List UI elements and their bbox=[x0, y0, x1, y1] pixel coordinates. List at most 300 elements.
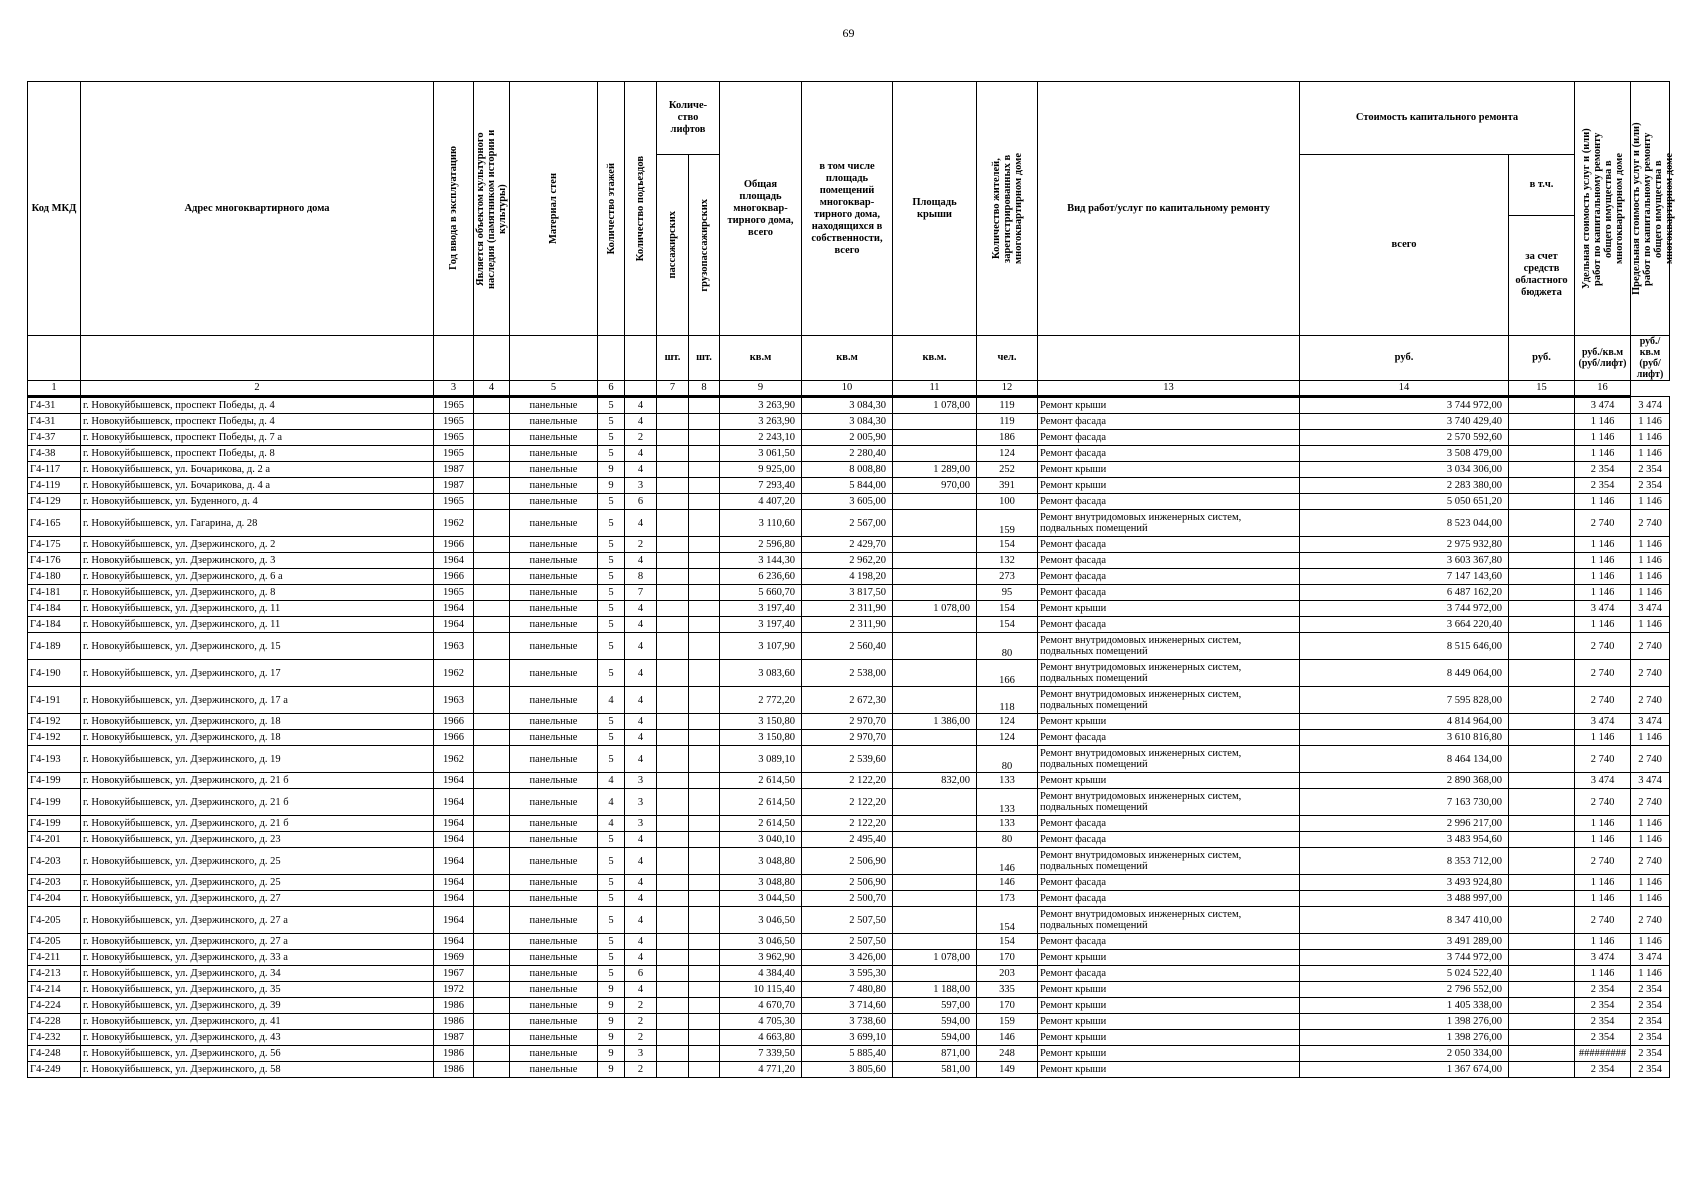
cell-cost-regional bbox=[1509, 746, 1575, 773]
cell-residents: 149 bbox=[977, 1062, 1038, 1078]
cell-unit-cost: 3 474 bbox=[1575, 773, 1631, 789]
cell-lifts-cargo bbox=[689, 430, 720, 446]
cell-work: Ремонт фасада bbox=[1038, 966, 1300, 982]
cell-entrances: 4 bbox=[625, 982, 657, 998]
cell-owned-area: 2 122,20 bbox=[802, 773, 893, 789]
cell-cost-regional bbox=[1509, 510, 1575, 537]
cell-lifts-pass bbox=[657, 907, 689, 934]
cell-code: Г4-180 bbox=[28, 569, 81, 585]
cell-cost-total: 8 353 712,00 bbox=[1300, 848, 1509, 875]
cell-year: 1965 bbox=[434, 414, 474, 430]
cell-unit-cost: ######### bbox=[1575, 1046, 1631, 1062]
cell-total-area: 7 293,40 bbox=[720, 478, 802, 494]
cell-roof-area bbox=[893, 848, 977, 875]
cell-floors: 4 bbox=[598, 687, 625, 714]
cell-residents: 119 bbox=[977, 397, 1038, 414]
cell-wall: панельные bbox=[510, 397, 598, 414]
cell-work: Ремонт крыши bbox=[1038, 601, 1300, 617]
cell-residents: 173 bbox=[977, 891, 1038, 907]
cell-wall: панельные bbox=[510, 660, 598, 687]
cell-roof-area: 594,00 bbox=[893, 1030, 977, 1046]
cell-heritage bbox=[474, 494, 510, 510]
column-number: 15 bbox=[1509, 381, 1575, 397]
cell-heritage bbox=[474, 537, 510, 553]
cell-heritage bbox=[474, 1046, 510, 1062]
cell-residents: 133 bbox=[977, 816, 1038, 832]
cell-work: Ремонт крыши bbox=[1038, 714, 1300, 730]
column-number: 6 bbox=[598, 381, 625, 397]
cell-heritage bbox=[474, 773, 510, 789]
cell-limit-cost: 2 354 bbox=[1631, 462, 1670, 478]
cell-cost-total: 3 488 997,00 bbox=[1300, 891, 1509, 907]
cell-entrances: 4 bbox=[625, 875, 657, 891]
cell-unit-cost: 2 740 bbox=[1575, 687, 1631, 714]
cell-residents: 154 bbox=[977, 601, 1038, 617]
cell-lifts-cargo bbox=[689, 446, 720, 462]
cell-limit-cost: 1 146 bbox=[1631, 730, 1670, 746]
cell-year: 1965 bbox=[434, 494, 474, 510]
table-row bbox=[28, 832, 1670, 848]
cell-year: 1964 bbox=[434, 553, 474, 569]
cell-heritage bbox=[474, 1014, 510, 1030]
cell-entrances: 4 bbox=[625, 687, 657, 714]
cell-residents: 154 bbox=[977, 617, 1038, 633]
cell-year: 1962 bbox=[434, 746, 474, 773]
cell-heritage bbox=[474, 998, 510, 1014]
cell-entrances: 3 bbox=[625, 816, 657, 832]
cell-lifts-cargo bbox=[689, 832, 720, 848]
cell-cost-regional bbox=[1509, 687, 1575, 714]
cell-lifts-pass bbox=[657, 789, 689, 816]
cell-wall: панельные bbox=[510, 773, 598, 789]
cell-cost-total: 5 024 522,40 bbox=[1300, 966, 1509, 982]
cell-cost-regional bbox=[1509, 966, 1575, 982]
cell-lifts-pass bbox=[657, 430, 689, 446]
cell-unit-cost: 1 146 bbox=[1575, 966, 1631, 982]
cell-unit-cost: 1 146 bbox=[1575, 494, 1631, 510]
cell-total-area: 3 150,80 bbox=[720, 730, 802, 746]
cell-limit-cost: 2 740 bbox=[1631, 848, 1670, 875]
cell-wall: панельные bbox=[510, 687, 598, 714]
cell-floors: 5 bbox=[598, 950, 625, 966]
cell-owned-area: 2 005,90 bbox=[802, 430, 893, 446]
cell-owned-area: 5 844,00 bbox=[802, 478, 893, 494]
cell-year: 1966 bbox=[434, 730, 474, 746]
cell-cost-total: 2 975 932,80 bbox=[1300, 537, 1509, 553]
cell-work: Ремонт крыши bbox=[1038, 1014, 1300, 1030]
header-year: Год ввода в эксплуатацию bbox=[434, 82, 474, 336]
cell-unit-cost: 2 740 bbox=[1575, 660, 1631, 687]
cell-floors: 9 bbox=[598, 998, 625, 1014]
cell-residents: 146 bbox=[977, 1030, 1038, 1046]
cell-lifts-cargo bbox=[689, 950, 720, 966]
cell-limit-cost: 1 146 bbox=[1631, 966, 1670, 982]
cell-wall: панельные bbox=[510, 746, 598, 773]
cell-owned-area: 3 714,60 bbox=[802, 998, 893, 1014]
table-row bbox=[28, 966, 1670, 982]
cell-entrances: 2 bbox=[625, 998, 657, 1014]
column-number: 2 bbox=[81, 381, 434, 397]
cell-cost-total: 7 147 143,60 bbox=[1300, 569, 1509, 585]
cell-code: Г4-199 bbox=[28, 789, 81, 816]
cell-heritage bbox=[474, 633, 510, 660]
cell-code: Г4-224 bbox=[28, 998, 81, 1014]
cell-entrances: 8 bbox=[625, 569, 657, 585]
column-number: 3 bbox=[434, 381, 474, 397]
cell-total-area: 3 150,80 bbox=[720, 714, 802, 730]
cell-limit-cost: 1 146 bbox=[1631, 569, 1670, 585]
cell-limit-cost: 1 146 bbox=[1631, 446, 1670, 462]
cell-floors: 9 bbox=[598, 1046, 625, 1062]
cell-cost-regional bbox=[1509, 773, 1575, 789]
cell-address: г. Новокуйбышевск, ул. Дзержинского, д. 11 bbox=[81, 601, 434, 617]
cell-address: г. Новокуйбышевск, проспект Победы, д. 7 а bbox=[81, 430, 434, 446]
table-row bbox=[28, 601, 1670, 617]
cell-heritage bbox=[474, 891, 510, 907]
cell-total-area: 3 048,80 bbox=[720, 848, 802, 875]
cell-work: Ремонт крыши bbox=[1038, 397, 1300, 414]
cell-year: 1964 bbox=[434, 848, 474, 875]
cell-lifts-pass bbox=[657, 934, 689, 950]
cell-code: Г4-176 bbox=[28, 553, 81, 569]
cell-code: Г4-248 bbox=[28, 1046, 81, 1062]
cell-heritage bbox=[474, 478, 510, 494]
cell-residents: 133 bbox=[977, 789, 1038, 816]
cell-lifts-pass bbox=[657, 494, 689, 510]
cell-address: г. Новокуйбышевск, ул. Дзержинского, д. 21 б bbox=[81, 816, 434, 832]
cell-cost-regional bbox=[1509, 1046, 1575, 1062]
cell-owned-area: 2 495,40 bbox=[802, 832, 893, 848]
cell-heritage bbox=[474, 950, 510, 966]
cell-code: Г4-205 bbox=[28, 907, 81, 934]
cell-limit-cost: 1 146 bbox=[1631, 934, 1670, 950]
cell-code: Г4-203 bbox=[28, 875, 81, 891]
cell-lifts-cargo bbox=[689, 1046, 720, 1062]
cell-cost-total: 8 464 134,00 bbox=[1300, 746, 1509, 773]
cell-year: 1986 bbox=[434, 1062, 474, 1078]
cell-cost-regional bbox=[1509, 414, 1575, 430]
cell-limit-cost: 2 354 bbox=[1631, 478, 1670, 494]
column-number: 9 bbox=[720, 381, 802, 397]
header-floors: Количество этажей bbox=[598, 82, 625, 336]
cell-roof-area: 1 188,00 bbox=[893, 982, 977, 998]
cell-work: Ремонт внутридомовых инженерных систем, подвальных помещений bbox=[1038, 848, 1300, 875]
cell-lifts-pass bbox=[657, 746, 689, 773]
cell-total-area: 2 614,50 bbox=[720, 816, 802, 832]
cell-lifts-pass bbox=[657, 816, 689, 832]
cell-cost-total: 4 814 964,00 bbox=[1300, 714, 1509, 730]
cell-residents: 170 bbox=[977, 998, 1038, 1014]
cell-limit-cost: 1 146 bbox=[1631, 875, 1670, 891]
table-row bbox=[28, 1030, 1670, 1046]
cell-wall: панельные bbox=[510, 875, 598, 891]
cell-wall: панельные bbox=[510, 966, 598, 982]
cell-heritage bbox=[474, 907, 510, 934]
cell-address: г. Новокуйбышевск, ул. Дзержинского, д. 25 bbox=[81, 848, 434, 875]
cell-wall: панельные bbox=[510, 1046, 598, 1062]
cell-owned-area: 3 426,00 bbox=[802, 950, 893, 966]
cell-wall: панельные bbox=[510, 789, 598, 816]
cell-lifts-cargo bbox=[689, 510, 720, 537]
cell-address: г. Новокуйбышевск, ул. Дзержинского, д. 15 bbox=[81, 633, 434, 660]
cell-wall: панельные bbox=[510, 601, 598, 617]
cell-cost-total: 1 367 674,00 bbox=[1300, 1062, 1509, 1078]
table-body bbox=[28, 397, 1670, 1078]
cell-cost-total: 3 744 972,00 bbox=[1300, 397, 1509, 414]
cell-code: Г4-228 bbox=[28, 1014, 81, 1030]
cell-code: Г4-205 bbox=[28, 934, 81, 950]
cell-address: г. Новокуйбышевск, ул. Дзержинского, д. 27 bbox=[81, 891, 434, 907]
cell-work: Ремонт внутридомовых инженерных систем, подвальных помещений bbox=[1038, 510, 1300, 537]
cell-heritage bbox=[474, 430, 510, 446]
cell-work: Ремонт внутридомовых инженерных систем, подвальных помещений bbox=[1038, 633, 1300, 660]
cell-unit-cost: 1 146 bbox=[1575, 730, 1631, 746]
cell-heritage bbox=[474, 730, 510, 746]
cell-unit-cost: 3 474 bbox=[1575, 397, 1631, 414]
cell-year: 1986 bbox=[434, 1014, 474, 1030]
cell-address: г. Новокуйбышевск, ул. Дзержинского, д. 8 bbox=[81, 585, 434, 601]
cell-floors: 5 bbox=[598, 446, 625, 462]
cell-roof-area bbox=[893, 633, 977, 660]
cell-entrances: 4 bbox=[625, 397, 657, 414]
cell-owned-area: 3 084,30 bbox=[802, 397, 893, 414]
unit-owned-area: кв.м bbox=[802, 336, 893, 381]
cell-roof-area bbox=[893, 789, 977, 816]
cell-owned-area: 3 738,60 bbox=[802, 1014, 893, 1030]
table-row bbox=[28, 934, 1670, 950]
cell-cost-regional bbox=[1509, 585, 1575, 601]
cell-unit-cost: 2 354 bbox=[1575, 1014, 1631, 1030]
cell-owned-area: 2 280,40 bbox=[802, 446, 893, 462]
cell-cost-regional bbox=[1509, 633, 1575, 660]
cell-limit-cost: 2 354 bbox=[1631, 1046, 1670, 1062]
cell-heritage bbox=[474, 553, 510, 569]
cell-total-area: 7 339,50 bbox=[720, 1046, 802, 1062]
cell-unit-cost: 1 146 bbox=[1575, 875, 1631, 891]
column-number: 11 bbox=[893, 381, 977, 397]
cell-year: 1964 bbox=[434, 875, 474, 891]
cell-cost-total: 3 483 954,60 bbox=[1300, 832, 1509, 848]
cell-limit-cost: 3 474 bbox=[1631, 773, 1670, 789]
cell-entrances: 4 bbox=[625, 446, 657, 462]
cell-entrances: 4 bbox=[625, 730, 657, 746]
cell-floors: 5 bbox=[598, 875, 625, 891]
table-row bbox=[28, 553, 1670, 569]
cell-residents: 248 bbox=[977, 1046, 1038, 1062]
cell-work: Ремонт крыши bbox=[1038, 982, 1300, 998]
cell-lifts-cargo bbox=[689, 789, 720, 816]
cell-heritage bbox=[474, 934, 510, 950]
cell-entrances: 4 bbox=[625, 832, 657, 848]
cell-roof-area bbox=[893, 430, 977, 446]
cell-wall: панельные bbox=[510, 816, 598, 832]
cell-unit-cost: 1 146 bbox=[1575, 537, 1631, 553]
cell-roof-area: 832,00 bbox=[893, 773, 977, 789]
cell-year: 1964 bbox=[434, 832, 474, 848]
cell-address: г. Новокуйбышевск, ул. Дзержинского, д. 21 б bbox=[81, 789, 434, 816]
cell-owned-area: 3 084,30 bbox=[802, 414, 893, 430]
table-row bbox=[28, 462, 1670, 478]
cell-code: Г4-184 bbox=[28, 601, 81, 617]
cell-heritage bbox=[474, 660, 510, 687]
cell-owned-area: 2 311,90 bbox=[802, 617, 893, 633]
header-heritage: Является объектом культурного наследия (памятником истории и культуры) bbox=[474, 82, 510, 336]
cell-code: Г4-181 bbox=[28, 585, 81, 601]
cell-cost-total: 3 493 924,80 bbox=[1300, 875, 1509, 891]
cell-floors: 5 bbox=[598, 601, 625, 617]
cell-lifts-cargo bbox=[689, 569, 720, 585]
cell-roof-area bbox=[893, 585, 977, 601]
cell-heritage bbox=[474, 848, 510, 875]
cell-residents: 146 bbox=[977, 875, 1038, 891]
cell-code: Г4-189 bbox=[28, 633, 81, 660]
cell-floors: 5 bbox=[598, 934, 625, 950]
cell-residents: 186 bbox=[977, 430, 1038, 446]
cell-roof-area bbox=[893, 569, 977, 585]
cell-lifts-cargo bbox=[689, 537, 720, 553]
cell-year: 1987 bbox=[434, 478, 474, 494]
cell-limit-cost: 1 146 bbox=[1631, 494, 1670, 510]
cell-work: Ремонт фасада bbox=[1038, 832, 1300, 848]
cell-limit-cost: 1 146 bbox=[1631, 430, 1670, 446]
cell-floors: 5 bbox=[598, 617, 625, 633]
table-header bbox=[28, 82, 1676, 397]
cell-year: 1986 bbox=[434, 998, 474, 1014]
column-number: 13 bbox=[1038, 381, 1300, 397]
cell-owned-area: 2 506,90 bbox=[802, 848, 893, 875]
cell-address: г. Новокуйбышевск, ул. Дзержинского, д. 35 bbox=[81, 982, 434, 998]
cell-work: Ремонт внутридомовых инженерных систем, подвальных помещений bbox=[1038, 907, 1300, 934]
cell-residents: 252 bbox=[977, 462, 1038, 478]
cell-entrances: 4 bbox=[625, 462, 657, 478]
cell-cost-regional bbox=[1509, 950, 1575, 966]
cell-cost-total: 3 744 972,00 bbox=[1300, 950, 1509, 966]
cell-total-area: 3 046,50 bbox=[720, 907, 802, 934]
cell-work: Ремонт фасада bbox=[1038, 537, 1300, 553]
cell-lifts-pass bbox=[657, 585, 689, 601]
cell-address: г. Новокуйбышевск, ул. Дзержинского, д. 39 bbox=[81, 998, 434, 1014]
cell-limit-cost: 2 740 bbox=[1631, 687, 1670, 714]
cell-floors: 5 bbox=[598, 832, 625, 848]
cell-roof-area bbox=[893, 414, 977, 430]
cell-wall: панельные bbox=[510, 430, 598, 446]
cell-work: Ремонт фасада bbox=[1038, 816, 1300, 832]
cell-entrances: 2 bbox=[625, 1014, 657, 1030]
header-cost-total: всего bbox=[1300, 155, 1509, 336]
cell-lifts-pass bbox=[657, 950, 689, 966]
cell-lifts-cargo bbox=[689, 617, 720, 633]
table-row bbox=[28, 430, 1670, 446]
cell-owned-area: 2 507,50 bbox=[802, 934, 893, 950]
header-unit-cost: Удельная стоимость услуг и (или) работ по капитальному ремонту общего имущества в многоквартирном доме bbox=[1575, 82, 1631, 336]
cell-roof-area bbox=[893, 907, 977, 934]
cell-entrances: 2 bbox=[625, 1030, 657, 1046]
cell-code: Г4-37 bbox=[28, 430, 81, 446]
header-residents: Количество жителей, зарегистрированных в многоквартирном доме bbox=[977, 82, 1038, 336]
cell-limit-cost: 3 474 bbox=[1631, 950, 1670, 966]
header-owned-area: в том числе площадь помещений многоквар-тирного дома, находящихся в собственности, всего bbox=[802, 82, 893, 336]
cell-unit-cost: 2 740 bbox=[1575, 789, 1631, 816]
table-row bbox=[28, 907, 1670, 934]
cell-roof-area: 581,00 bbox=[893, 1062, 977, 1078]
cell-work: Ремонт фасада bbox=[1038, 730, 1300, 746]
cell-floors: 9 bbox=[598, 462, 625, 478]
cell-entrances: 3 bbox=[625, 789, 657, 816]
cell-cost-regional bbox=[1509, 789, 1575, 816]
cell-limit-cost: 2 354 bbox=[1631, 998, 1670, 1014]
cell-heritage bbox=[474, 1030, 510, 1046]
cell-floors: 5 bbox=[598, 714, 625, 730]
cell-code: Г4-165 bbox=[28, 510, 81, 537]
unit-lifts-pass: шт. bbox=[657, 336, 689, 381]
table-row bbox=[28, 1014, 1670, 1030]
cell-limit-cost: 2 740 bbox=[1631, 510, 1670, 537]
cell-cost-regional bbox=[1509, 907, 1575, 934]
cell-residents: 118 bbox=[977, 687, 1038, 714]
cell-address: г. Новокуйбышевск, ул. Дзержинского, д. 41 bbox=[81, 1014, 434, 1030]
cell-lifts-cargo bbox=[689, 478, 720, 494]
cell-wall: панельные bbox=[510, 832, 598, 848]
cell-lifts-cargo bbox=[689, 848, 720, 875]
cell-cost-total: 3 744 972,00 bbox=[1300, 601, 1509, 617]
cell-lifts-cargo bbox=[689, 601, 720, 617]
cell-lifts-pass bbox=[657, 966, 689, 982]
cell-lifts-pass bbox=[657, 446, 689, 462]
cell-heritage bbox=[474, 714, 510, 730]
cell-address: г. Новокуйбышевск, ул. Дзержинского, д. 27 а bbox=[81, 907, 434, 934]
cell-code: Г4-38 bbox=[28, 446, 81, 462]
cell-lifts-pass bbox=[657, 553, 689, 569]
cell-lifts-cargo bbox=[689, 730, 720, 746]
cell-lifts-cargo bbox=[689, 1062, 720, 1078]
cell-cost-regional bbox=[1509, 462, 1575, 478]
cell-wall: панельные bbox=[510, 617, 598, 633]
header-lifts-cargo: грузопассажирских bbox=[689, 155, 720, 336]
cell-cost-total: 8 523 044,00 bbox=[1300, 510, 1509, 537]
cell-lifts-cargo bbox=[689, 966, 720, 982]
cell-residents: 80 bbox=[977, 832, 1038, 848]
cell-owned-area: 2 560,40 bbox=[802, 633, 893, 660]
cell-heritage bbox=[474, 601, 510, 617]
cell-owned-area: 5 885,40 bbox=[802, 1046, 893, 1062]
cell-code: Г4-199 bbox=[28, 816, 81, 832]
cell-cost-total: 3 508 479,00 bbox=[1300, 446, 1509, 462]
cell-year: 1963 bbox=[434, 687, 474, 714]
cell-wall: панельные bbox=[510, 462, 598, 478]
cell-residents: 203 bbox=[977, 966, 1038, 982]
cell-address: г. Новокуйбышевск, ул. Дзержинского, д. 2 bbox=[81, 537, 434, 553]
cell-entrances: 4 bbox=[625, 934, 657, 950]
cell-address: г. Новокуйбышевск, ул. Дзержинского, д. 6 а bbox=[81, 569, 434, 585]
unit-cost-regional: руб. bbox=[1509, 336, 1575, 381]
cell-lifts-pass bbox=[657, 848, 689, 875]
cell-wall: панельные bbox=[510, 414, 598, 430]
cell-unit-cost: 3 474 bbox=[1575, 714, 1631, 730]
cell-floors: 5 bbox=[598, 537, 625, 553]
cell-owned-area: 2 970,70 bbox=[802, 714, 893, 730]
cell-unit-cost: 2 354 bbox=[1575, 1030, 1631, 1046]
cell-cost-regional bbox=[1509, 537, 1575, 553]
cell-owned-area: 4 198,20 bbox=[802, 569, 893, 585]
cell-work: Ремонт крыши bbox=[1038, 1062, 1300, 1078]
cell-total-area: 3 061,50 bbox=[720, 446, 802, 462]
cell-residents: 391 bbox=[977, 478, 1038, 494]
column-number: 12 bbox=[977, 381, 1038, 397]
column-number bbox=[625, 381, 657, 397]
cell-floors: 5 bbox=[598, 397, 625, 414]
cell-roof-area: 1 078,00 bbox=[893, 397, 977, 414]
cell-cost-regional bbox=[1509, 494, 1575, 510]
